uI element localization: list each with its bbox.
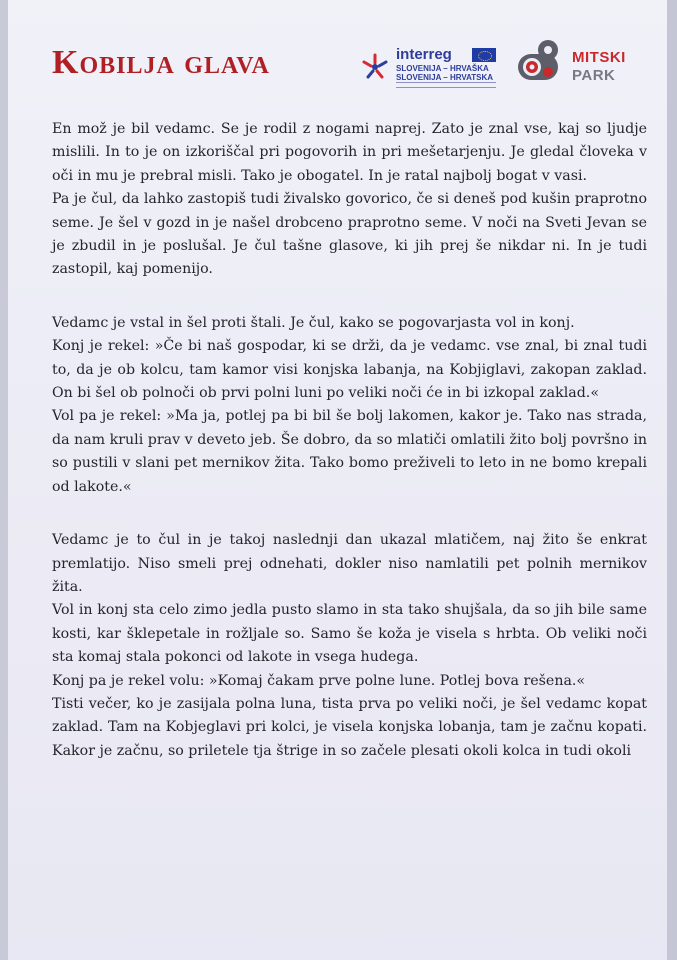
interreg-star-icon: [360, 52, 390, 82]
interreg-logo: [360, 46, 500, 92]
interreg-brand: interreg: [396, 46, 452, 63]
paragraph-2: Pa je čul, da lahko zastopiš tudi živalsko govorico, če si deneš pod kušin praprotno seme. Je šel v gozd in je našel drobceno praprotno seme. V noči na Sveti Jevan se je zbudil in je poslušal. Je čul tašne glasove, ki jih prej še nikdar ni. In je tudi zastopil, kaj pomenijo.: [52, 191, 647, 278]
paragraph-9: Tisti večer, ko je zasijala polna luna, tista prva po veliki noči, je šel vedamc kopat zaklad. Tam na Kobjeglavi pri kolci, je visela konjska lobanja, tam je začnu kopati. Kakor je začnu, so priletele tja štrige in so začele plesati okoli kolca in tudi okoli: [52, 695, 647, 759]
sign-header: [8, 0, 677, 110]
interreg-line-1: SLOVENIJA – HRVAŠKA: [396, 64, 489, 73]
interreg-line-2: SLOVENIJA – HRVATSKA: [396, 73, 494, 82]
paragraph-1: En mož je bil vedamc. Se je rodil z nogami naprej. Zato je znal vse, kaj so ljudje mislili. In to je on izkoriščal pri pogovorih in pri mešetarjenju. Je gledal človeka v oči in mu je prebral misli. Tako je obogatel. In je ratal najbolj bogat v vasi.: [52, 121, 647, 184]
interreg-fine-print: [396, 82, 496, 88]
paragraph-7: Vol in konj sta celo zimo jedla pusto slamo in sta tako shujšala, da so jih bile same kosti, kar šklepetale in rožljale so. Samo še koža je visela s hrbta. Ob veliki noči sta komaj stala pokonci od lakote in vsega hudega.: [52, 602, 647, 666]
paragraph-6: Vedamc je to čul in je takoj naslednji dan ukazal mlatičem, naj žito še enkrat premlatijo. Niso smeli prej odnehati, dokler niso namlatili pet polnih mernikov žita.: [52, 532, 647, 595]
story-text: [52, 118, 647, 763]
paragraph-5: Vol pa je rekel: »Ma ja, potlej pa bi bil še bolj lakomen, kakor je. Tako nas strada, da nam kruli prav v deveto jeb. Še dobro, da so mlatiči omlatili žito bolj površno in so pustili v slani pet mernikov žita. Tako bomo preživeli to leto in ne bomo krepali od lakote.«: [52, 408, 647, 495]
park-word: PARK: [572, 67, 616, 84]
eu-flag-icon: [472, 48, 496, 62]
mitski-park-logo: [514, 38, 654, 90]
mitski-park-mark-icon: [514, 38, 568, 88]
paragraph-3: Vedamc je vstal in šel proti štali. Je čul, kako se pogovarjasta vol in konj.: [52, 314, 575, 331]
sign-title: Kobilja glava: [52, 44, 270, 81]
paragraph-4: Konj je rekel: »Če bi naš gospodar, ki se drži, da je vedamc. vse znal, bi znal tudi to, da je ob kolcu, tam kamor visi konjska labanja, na Kobjiglavi, zakopan zaklad. On bi šel ob polnoči ob prvi polni luni po veliki noči će in bi izkopal zaklad.«: [52, 338, 647, 402]
paragraph-8: Konj pa je rekel volu: »Komaj čakam prve polne lune. Potlej bova rešena.«: [52, 672, 586, 689]
mitski-word: MITSKI: [572, 49, 626, 66]
